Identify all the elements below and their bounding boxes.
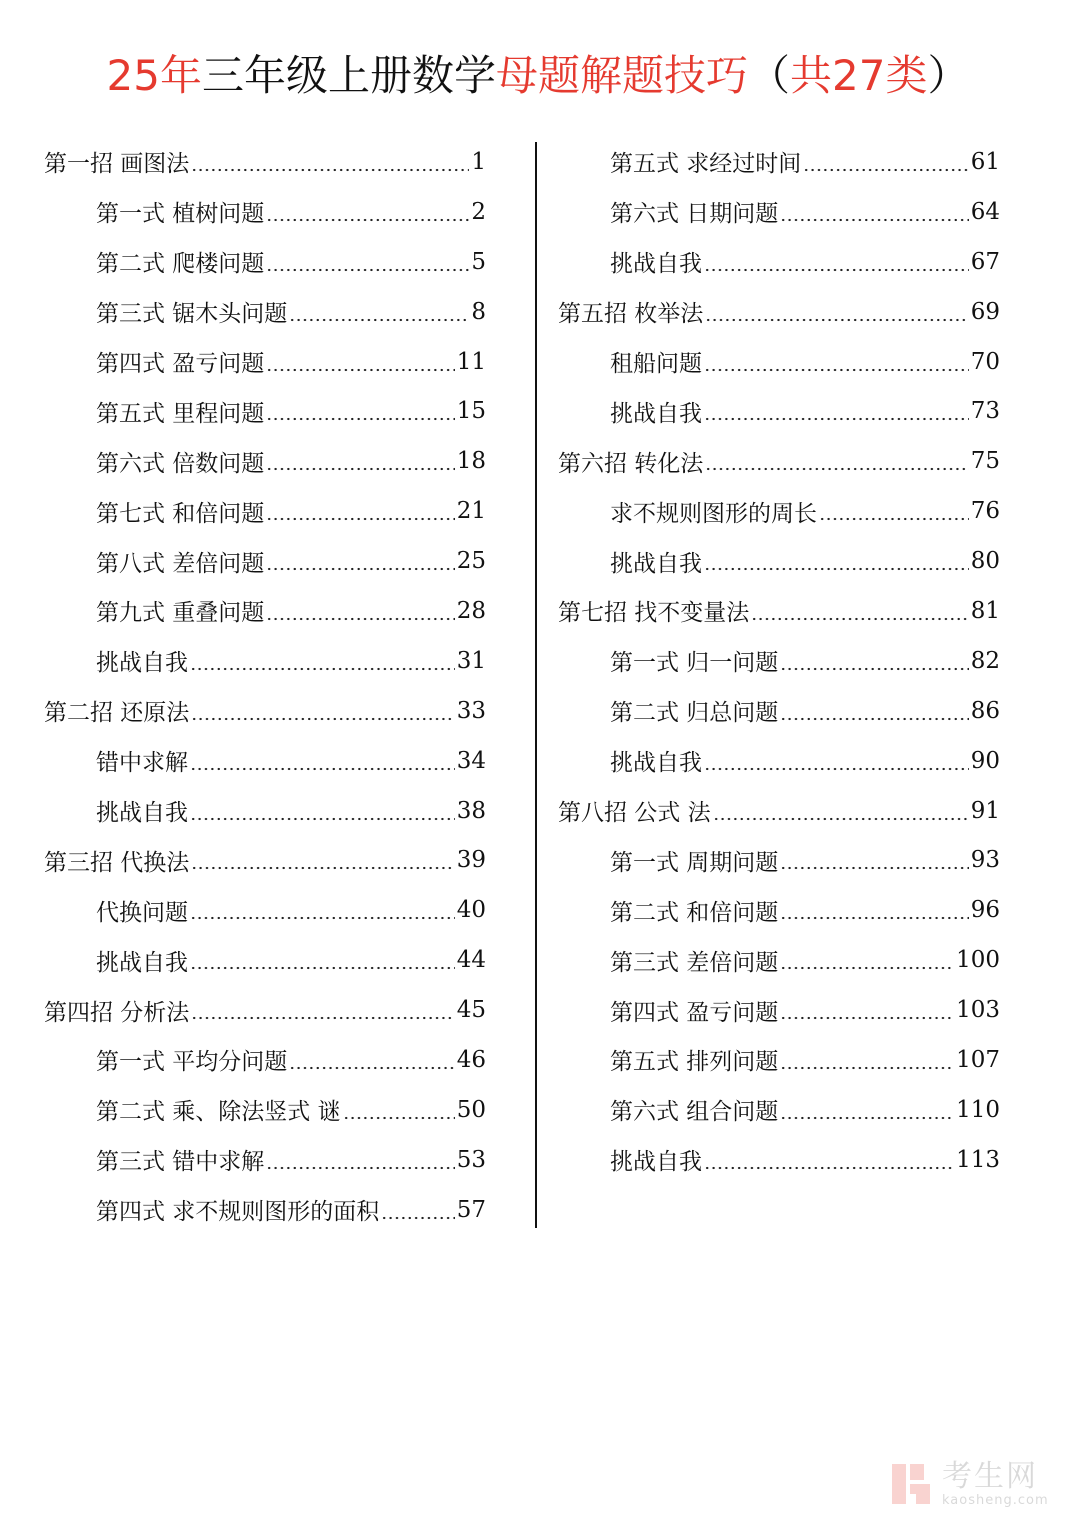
dot-leader xyxy=(713,801,969,825)
toc-entry-label: 第五式 里程问题 xyxy=(96,400,265,427)
toc-entry-label: 第六式 组合问题 xyxy=(610,1099,779,1126)
toc-entry-label: 挑战自我 xyxy=(96,949,188,976)
toc-page-number: 82 xyxy=(970,647,1000,674)
dot-leader xyxy=(190,751,455,775)
toc-left-column xyxy=(44,137,486,1235)
toc-page-number: 38 xyxy=(456,797,486,824)
dot-leader xyxy=(780,850,968,874)
toc-chapter-entry[interactable] xyxy=(558,786,1000,836)
toc-page-number: 28 xyxy=(456,597,486,624)
toc-entry-label: 第四式 盈亏问题 xyxy=(96,351,265,377)
toc-section-entry[interactable] xyxy=(558,1085,1000,1135)
watermark-url: kaosheng.com xyxy=(942,1493,1049,1508)
toc-entry-label: 挑战自我 xyxy=(610,750,702,777)
toc-page-number: 91 xyxy=(970,797,1000,824)
toc-page-number: 86 xyxy=(970,697,1000,724)
toc-section-entry[interactable] xyxy=(44,935,486,985)
toc-section-entry[interactable] xyxy=(558,636,1000,686)
toc-chapter-entry[interactable] xyxy=(558,436,1000,486)
toc-section-entry[interactable] xyxy=(44,786,486,836)
toc-section-entry[interactable] xyxy=(44,287,486,337)
toc-section-entry[interactable] xyxy=(44,337,486,387)
toc-section-entry[interactable] xyxy=(44,1135,486,1185)
watermark xyxy=(892,1460,1062,1510)
toc-chapter-entry[interactable] xyxy=(44,985,486,1035)
dot-leader xyxy=(266,551,454,575)
dot-leader xyxy=(803,152,968,176)
dot-leader xyxy=(266,601,454,625)
toc-page-number: 31 xyxy=(456,647,486,674)
toc-page-number: 107 xyxy=(956,1046,1000,1073)
dot-leader xyxy=(266,1150,454,1174)
dot-leader xyxy=(705,451,968,475)
toc-page-number: 110 xyxy=(956,1096,1000,1123)
toc-page-number: 34 xyxy=(456,747,486,774)
toc-section-entry[interactable] xyxy=(44,1185,486,1235)
toc-entry-label: 第二式 和倍问题 xyxy=(610,899,779,926)
toc-entry-label: 第五式 求经过时间 xyxy=(610,151,802,178)
dot-leader xyxy=(704,352,969,376)
toc-entry-label: 第一式 植树问题 xyxy=(96,201,265,228)
dot-leader xyxy=(191,1000,454,1024)
toc-entry-label: 第七招 找不变量法 xyxy=(558,600,750,627)
toc-entry-label: 第一式 周期问题 xyxy=(610,849,779,876)
dot-leader xyxy=(780,1050,954,1074)
toc-entry-label: 挑战自我 xyxy=(610,251,702,278)
toc-chapter-entry[interactable] xyxy=(44,835,486,885)
toc-page-number: 57 xyxy=(456,1196,486,1223)
dot-leader xyxy=(780,950,954,974)
toc-entry-label: 第七式 和倍问题 xyxy=(96,500,265,527)
toc-section-entry[interactable] xyxy=(558,1035,1000,1085)
toc-entry-label: 租船问题 xyxy=(610,351,702,377)
toc-page-number: 8 xyxy=(471,298,486,325)
toc-page-number: 93 xyxy=(970,847,1000,874)
dot-leader xyxy=(780,701,968,725)
toc-entry-label: 第四式 盈亏问题 xyxy=(610,999,779,1026)
toc-entry-label: 第三招 代换法 xyxy=(44,849,190,876)
toc-chapter-entry[interactable] xyxy=(558,586,1000,636)
title-part-year: 25年 xyxy=(106,51,202,100)
toc-page-number: 67 xyxy=(970,248,1000,275)
dot-leader xyxy=(190,801,455,825)
toc-page-number: 33 xyxy=(456,697,486,724)
toc-section-entry[interactable] xyxy=(44,486,486,536)
dot-leader xyxy=(191,850,454,874)
toc-entry-label: 第六式 倍数问题 xyxy=(96,450,265,477)
dot-leader xyxy=(780,1000,954,1024)
toc-page-number: 21 xyxy=(456,498,486,525)
title-paren-open: （ xyxy=(748,51,791,100)
dot-leader xyxy=(191,152,469,176)
toc-section-entry[interactable] xyxy=(558,736,1000,786)
toc-page-number: 39 xyxy=(456,847,486,874)
toc-section-entry[interactable] xyxy=(44,885,486,935)
toc-page-number: 45 xyxy=(456,997,486,1024)
dot-leader xyxy=(266,401,454,425)
toc-entry-label: 第二式 归总问题 xyxy=(610,700,779,727)
kaosheng-logo-icon xyxy=(892,1464,930,1504)
toc-page-number: 113 xyxy=(956,1146,1000,1173)
dot-leader xyxy=(704,1150,954,1174)
dot-leader xyxy=(780,900,968,924)
toc-section-entry[interactable] xyxy=(558,486,1000,536)
dot-leader xyxy=(343,1100,455,1124)
dot-leader xyxy=(704,252,969,276)
toc-section-entry[interactable] xyxy=(44,237,486,287)
toc-page-number: 53 xyxy=(456,1146,486,1173)
toc-entry-label: 第六招 转化法 xyxy=(558,450,704,477)
toc-page-number: 44 xyxy=(456,947,486,974)
toc-entry-label: 代换问题 xyxy=(96,899,188,926)
toc-chapter-entry[interactable] xyxy=(558,287,1000,337)
toc-page-number: 69 xyxy=(970,298,1000,325)
toc-page-number: 64 xyxy=(970,198,1000,225)
dot-leader xyxy=(266,252,469,276)
toc-entry-label: 挑战自我 xyxy=(610,400,702,427)
toc-section-entry[interactable] xyxy=(44,1035,486,1085)
toc-entry-label: 第一式 平均分问题 xyxy=(96,1049,288,1076)
toc-section-entry[interactable] xyxy=(44,736,486,786)
toc-page-number: 76 xyxy=(970,498,1000,525)
dot-leader xyxy=(704,751,969,775)
toc-section-entry[interactable] xyxy=(558,137,1000,187)
toc-entry-label: 挑战自我 xyxy=(96,650,188,677)
toc-entry-label: 第二式 乘、除法竖式 谜 xyxy=(96,1099,341,1126)
toc-right-column xyxy=(558,137,1000,1185)
toc-section-entry[interactable] xyxy=(558,337,1000,387)
toc-section-entry[interactable] xyxy=(44,636,486,686)
toc-entry-label: 第三式 差倍问题 xyxy=(610,949,779,976)
toc-section-entry[interactable] xyxy=(558,985,1000,1035)
toc-page-number: 70 xyxy=(970,348,1000,375)
toc-chapter-entry[interactable] xyxy=(44,686,486,736)
toc-entry-label: 第二招 还原法 xyxy=(44,700,190,727)
toc-page-number: 5 xyxy=(471,248,486,275)
toc-entry-label: 第四招 分析法 xyxy=(44,999,190,1026)
toc-page-number: 100 xyxy=(956,947,1000,974)
dot-leader xyxy=(190,950,455,974)
toc-page-number: 103 xyxy=(956,997,1000,1024)
toc-section-entry[interactable] xyxy=(558,885,1000,935)
dot-leader xyxy=(704,551,969,575)
toc-page-number: 61 xyxy=(970,148,1000,175)
toc-page-number: 25 xyxy=(456,548,486,575)
toc-section-entry[interactable] xyxy=(44,386,486,436)
dot-leader xyxy=(266,352,454,376)
toc-entry-label: 第五招 枚举法 xyxy=(558,301,704,328)
toc-entry-label: 第六式 日期问题 xyxy=(610,201,779,228)
toc-page-number: 40 xyxy=(456,897,486,924)
dot-leader xyxy=(191,701,454,725)
toc-entry-label: 第九式 重叠问题 xyxy=(96,600,265,627)
toc-page-number: 46 xyxy=(456,1046,486,1073)
toc-section-entry[interactable] xyxy=(44,1085,486,1135)
toc-entry-label: 第一式 归一问题 xyxy=(610,650,779,677)
dot-leader xyxy=(266,451,454,475)
toc-entry-label: 求不规则图形的周长 xyxy=(610,500,817,527)
toc-page-number: 81 xyxy=(970,597,1000,624)
toc-section-entry[interactable] xyxy=(558,686,1000,736)
toc-page-number: 15 xyxy=(456,398,486,425)
dot-leader xyxy=(266,501,454,525)
dot-leader xyxy=(705,302,968,326)
title-part-topic: 母题解题技巧 xyxy=(495,51,748,100)
toc-section-entry[interactable] xyxy=(558,237,1000,287)
dot-leader xyxy=(289,302,469,326)
toc-entry-label: 挑战自我 xyxy=(610,1149,702,1176)
title-part-count: 共27类 xyxy=(790,51,928,100)
toc-section-entry[interactable] xyxy=(558,935,1000,985)
dot-leader xyxy=(780,651,968,675)
toc-entry-label: 第五式 排列问题 xyxy=(610,1049,779,1076)
toc-page-number: 80 xyxy=(970,548,1000,575)
dot-leader xyxy=(381,1200,454,1224)
toc-entry-label: 第一招 画图法 xyxy=(44,151,190,178)
toc-entry-label: 第二式 爬楼问题 xyxy=(96,251,265,278)
toc-section-entry[interactable] xyxy=(558,187,1000,237)
toc-entry-label: 第三式 锯木头问题 xyxy=(96,301,288,328)
toc-page-number: 1 xyxy=(471,148,486,175)
toc-section-entry[interactable] xyxy=(44,536,486,586)
toc-section-entry[interactable] xyxy=(558,386,1000,436)
toc-entry-label: 挑战自我 xyxy=(610,550,702,577)
dot-leader xyxy=(289,1050,454,1074)
title-paren-close: ） xyxy=(927,51,970,100)
toc-section-entry[interactable] xyxy=(558,835,1000,885)
toc-entry-label: 错中求解 xyxy=(96,750,188,777)
toc-page-number: 90 xyxy=(970,747,1000,774)
column-divider xyxy=(535,142,537,1228)
dot-leader xyxy=(704,401,969,425)
toc-page-number: 18 xyxy=(456,448,486,475)
toc-entry-label: 第四式 求不规则图形的面积 xyxy=(96,1199,380,1226)
toc-section-entry[interactable] xyxy=(44,436,486,486)
dot-leader xyxy=(266,202,469,226)
toc-page-number: 73 xyxy=(970,398,1000,425)
dot-leader xyxy=(780,202,968,226)
watermark-name: 考生网 xyxy=(942,1459,1038,1494)
toc-entry-label: 第八式 差倍问题 xyxy=(96,550,265,577)
toc-section-entry[interactable] xyxy=(558,536,1000,586)
dot-leader xyxy=(190,651,455,675)
dot-leader xyxy=(780,1100,954,1124)
toc-section-entry[interactable] xyxy=(44,586,486,636)
toc-entry-label: 挑战自我 xyxy=(96,800,188,827)
toc-page-number: 50 xyxy=(456,1096,486,1123)
title-part-grade: 三年级上册数学 xyxy=(201,51,496,100)
toc-section-entry[interactable] xyxy=(44,187,486,237)
toc-page-number: 75 xyxy=(970,448,1000,475)
toc-section-entry[interactable] xyxy=(558,1135,1000,1185)
toc-entry-label: 第三式 错中求解 xyxy=(96,1149,265,1176)
toc-entry-label: 第八招 公式 法 xyxy=(558,800,711,827)
page-title xyxy=(0,46,1076,106)
dot-leader xyxy=(190,900,455,924)
toc-chapter-entry[interactable] xyxy=(44,137,486,187)
toc-page-number: 2 xyxy=(471,198,486,225)
toc-page-number: 11 xyxy=(456,348,486,375)
dot-leader xyxy=(819,501,969,525)
dot-leader xyxy=(751,601,968,625)
toc-page-number: 96 xyxy=(970,897,1000,924)
